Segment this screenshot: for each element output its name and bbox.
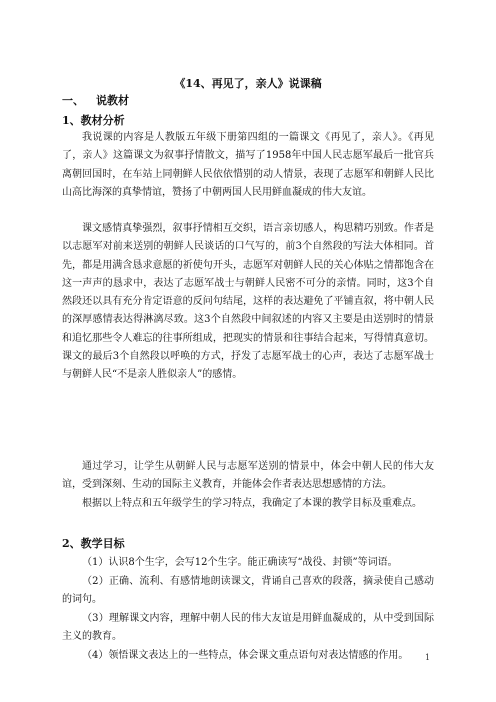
document-title: 《14、再见了，亲人》说课稿 — [174, 77, 322, 90]
goal-item-1: （1）认识8个生字，会写12个生字。能正确读写“战役、封锁”等词语。 — [82, 557, 398, 568]
paragraph-intro: 我说课的内容是人教版五年级下册第四组的一篇课文《再见了，亲人》。《再见了，亲人》这篇课文为叙事抒情散文，描写了1958年中国人民志愿军最后一批官兵离朝回国时，在车站上同朝鲜人民依依惜别的动人情景，表现了志愿军和朝鲜人民比山高比海深的真挚情谊，赞扬了中朝两国人民用鲜血凝成的伟大友谊。 — [62, 132, 434, 198]
goal-item-3: （3）理解课文内容，理解中朝人民的伟大友谊是用鲜血凝成的，从中受到国际主义的教育。 — [62, 613, 434, 643]
subheading-analysis: 1、教材分析 — [62, 114, 125, 127]
section-label: 说教材 — [96, 94, 129, 107]
paragraph-learning: 通过学习，让学生从朝鲜人民与志愿军送别的情景中，体会中朝人民的伟大友谊，受到深刻、生动的国际主义教育，并能体会作者表达思想感情的方法。 — [62, 461, 434, 491]
subheading-goals: 2、教学目标 — [62, 537, 125, 550]
paragraph-goals-intro: 根据以上特点和五年级学生的学习特点，我确定了本课的教学目标及重难点。 — [82, 498, 422, 509]
goal-item-2: （2）正确、流利、有感情地朗读课文，背诵自己喜欢的段落，摘录使自己感动的词句。 — [62, 576, 434, 606]
page-number: 1 — [425, 653, 431, 662]
section-heading — [62, 92, 129, 108]
section-number: 一、 — [62, 94, 84, 107]
paragraph-analysis: 课文感情真挚强烈，叙事抒情相互交织，语言亲切感人，构思精巧别致。作者是以志愿军对前来送别的朝鲜人民谈话的口气写的，前3个自然段的写法大体相同。首先，都是用满含恳求意愿的祈使句开头，志愿军对朝鲜人民的关心体贴之情都饱含在这一声声的恳求中，表达了志愿军战士与朝鲜人民密不可分的亲情。同时，这3个自然段还以具有充分肯定语意的反问句结尾，这样的表达避免了平铺直叙，将中朝人民的深厚感情表达得淋漓尽致。这3个自然段中间叙述的内容又主要是由送别时的情景和追忆那些令人难忘的往事所组成，把现实的情景和往事结合起来，写得情真意切。课文的最后3个自然段以呼唤的方式，抒发了志愿军战士的心声，表达了志愿军战士与朝鲜人民“不是亲人胜似亲人”的感情。 — [62, 223, 434, 381]
goal-item-4: （4）领悟课文表达上的一些特点，体会课文重点语句对表达情感的作用。 — [82, 650, 409, 661]
